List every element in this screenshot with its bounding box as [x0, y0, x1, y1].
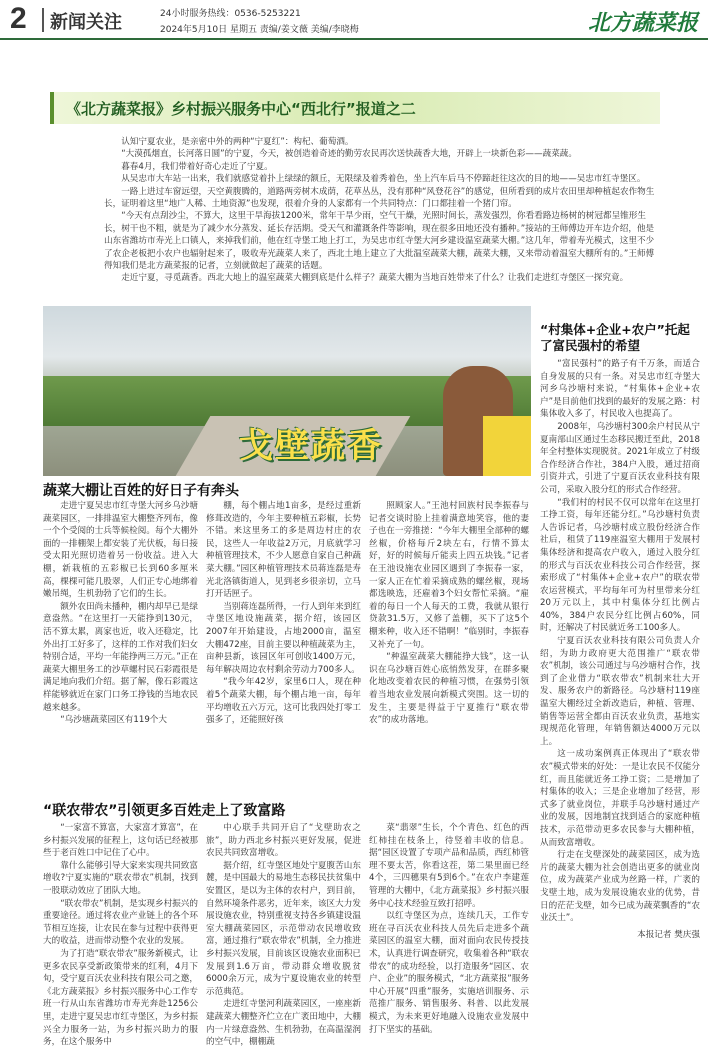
paragraph: 当别蒋连磊所得，一行人到年来到红寺堡区地设施蔬菜，据介绍，该园区2007年开始建设，占地2000亩，温室大棚472座，目前主要以种植蔬菜为主，亩种县新，该园区年可创收1400万元，每年解决周边农村剩余劳动力700多人。	[206, 601, 361, 675]
yellow-bag	[483, 416, 531, 476]
paragraph: 这一成功案例真正体现出了“联农带农”模式带来的好处：一是让农民不仅能分红，而且能就近务工挣工资；二是增加了村集体的收入；三是企业增加了经营，形式多了就业岗位，并联手乌沙塘村通过产业的发展，因地制宜找到适合的家庭种植技术，示范带动更多农民参与大棚种植，从而致富增收。	[540, 749, 700, 848]
paragraph: 走进红寺堡河利蔬菜园区，一座座新建蔬菜大棚整齐伫立在广袤田地中，大棚内一片绿意盎然、生机勃勃，在高温湿润的空气中，棚棚蔬	[206, 999, 361, 1048]
photo-title: 戈壁蔬香	[239, 426, 383, 466]
section2-col3	[369, 822, 529, 1058]
section1-col1	[43, 500, 198, 792]
paragraph: 据介绍，红寺堡区地处宁夏腹苦山东麓，是中国最大的易地生态移民扶贫集中安置区，是以为主体的农村户，到目前，自然环境条件恶劣，近年来，该区大力发展设施农业，特别重视支持各乡镇建设温室大棚蔬菜园区，示范带动农民增收致富，通过推行“联农带农”机制，全力推进乡村振兴发展，目前该区设施农业面积已发展到1.6万亩，带动群众增收脱贫6000余万元，成为宁夏设施农业的转型示范典范。	[206, 860, 361, 997]
paragraph: 2008年，乌沙塘村300余户村民从宁夏南部山区通过生态移民搬迁至此，2018年全村整体实现脱贫。2021年成立了村级合作经济合作社，384户入股，通过招商引资并式，引进了宁夏百沃农业科技有限公司，采取入股分红的形式合作经营。	[540, 421, 700, 495]
intro-paragraph: 暮春4月，我们带着好奇心走近了宁夏。	[121, 161, 273, 172]
page-header	[0, 0, 708, 40]
section2-col2	[206, 822, 361, 1058]
section2-heading: “联农带农”引领更多百姓走上了致富路	[43, 803, 286, 819]
paragraph: 宁夏百沃农业科技有限公司负责人介绍，为助力政府更大范围推广“联农带农”机制，该公司通过与乌沙塘村合作，找到了企业借力“联农带农”机制来壮大开发、服务农户的新路径。乌沙塘村119座温室大棚经过全新改造后，种植、管理、销售等运营全都由百沃农业负责，基地实现规范化管理，年销售额达4000万元以上。	[540, 636, 700, 747]
intro-paragraph: “今天有点刮沙尘，不算大，这里干旱海拔1200米，常年干旱少雨，空气干燥，光照时间长，蒸发强烈，你看看路边杨树的树冠都呈锥形生长，树干也不粗，就是为了减少水分蒸发、延长存活期。受天气和灌溉条件等影响，现在很多田地还没有播种。”接站的王师傅边开车边介绍，他是山东省潍坊市寿光上口镇人，来掉我们前，他在红寺堡工地上打工，为吴忠市红寺堡大河乡建设温室蔬菜大棚。”这几年，带着寿光模式，这里不少了农企老板把小农户也辐射起来了，吸收寿光蔬菜人来了，西北土地上建立了大批温室蔬菜大棚，蔬菜大棚，又来带动着温室大棚所有的。”王师傅得知我们是北方蔬菜报的记者，立刻就做起了蔬菜的话题。	[104, 211, 655, 272]
paragraph: 走进宁夏吴忠市红寺堡大河乡乌沙塘蔬菜园区，一排排温室大棚整齐列布，像一个个受阅的士兵等候检阅。每个大棚外面的一排棚架上都安装了光伏板，每日接受太阳光照切造着另一份收益。进入大棚，新栽植的五彩椒已长到60多厘米高，棵棵可能几股翠，人们正专心地绑着嫩吊绳，生机勃勃了它们的生长。	[43, 501, 198, 600]
paragraph: “我今年42岁，家里6口人，现在种着5个蔬菜大棚，每个棚占地一亩，每年平均增收五六万元，这可比我四处打零工强多了，还能照好孩	[206, 677, 361, 726]
paragraph: 棚，每个棚占地1亩多，是经过重新修葺改造的，今年主要种植五彩椒，长势不错。来这里务工的多是周边村庄的农民，这些人一年收益2万元，月底就学习种植管理技术，不少人愿意自家自己种蔬菜大棚。”园区种植管理技术员蒋连磊是寿光北洛镇街道人，见到老乡很亲切，立马打开话匣子。	[206, 501, 361, 600]
header-divider	[42, 8, 44, 32]
paragraph: “一家富不算富，大家富才算富”，在乡村振兴发展的征程上，这句话已经被那些于老百姓口中记住了心中。	[43, 823, 198, 859]
paragraph: “种温室蔬菜大棚能挣大钱”，这一认识在乌沙塘百姓心底悄然发芽，在群多聚化地改变着农民的种植习惯，在强势引领着当地农业发展向新模式突围。这一切的发生，主要是得益于宁夏推行“联农带农”的成功落地。	[369, 652, 529, 726]
hotline: 24小时服务热线：0536-5253221	[160, 9, 301, 19]
paragraph: “乌沙塘蔬菜园区有119个大	[60, 715, 167, 726]
paragraph: 菜“翡翠”生长，个个青色、红色的西红柿挂在枝条上，待竖着丰收的信息。据“园区设置了专项产品和品质，西红柿管理不要太苦，你看这茬，第二果里面已经4个，三四穗果有5到6个。”在农户李建莲管理的大棚中，《北方蔬菜报》乡村振兴服务中心技术经验互致打招呼。	[369, 823, 529, 909]
section3-heading: “村集体+企业+农户”托起了富民强村的希望	[540, 322, 690, 353]
section2-col1	[43, 822, 198, 1058]
paragraph: “联农带农”机制，是实现乡村振兴的重要途径。通过将农业产业链上的各个环节相互连接，让农民在参与过程中获得更大的收益，进而带动整个农业的发展。	[43, 898, 198, 947]
series-banner	[50, 92, 660, 124]
intro-paragraph: 一路上进过车窗远望，天空黄腹腾的，道路两旁树木成荫，花草丛丛，没有那种“风登花谷”的感觉，但所看到的成片农田里却种植起农作物生长，证明着这里“地广人稀、土地资源”也发现，很着介身的人家都有一个共同特点：门口都挂着一个猪门帘。	[104, 186, 655, 210]
paragraph: “我们村的村民不仅可以常年在这里打工挣工资，每年还能分红。”乌沙塘村负责人告诉记者，乌沙塘村成立股份经济合作社后，租赁了119座温室大棚用于发展村集体经济和提高农户收入，通过入股分红的形式与百沃农业科技公司合作经营，探索形成了“村集体+企业+农户”的联农带农运营模式，平均每年可为村里带来分红20万元以上，其中村集体分红比例占40%，384户农民分红比例占60%，同时，还解决了村民就近务工100多人。	[540, 497, 700, 634]
paragraph: 额外农田尚未播种，棚内却早已是绿意盎然。“在这里打一天能挣到130元，活不算太累，离家也近，收入还稳定，比外出打工好多了，这样的工作对我们妇女特别合适，平均一年能挣两三万元。”正在蔬菜大棚里务工的沙草螺村民石彩霞很是满足地向我们介绍。据了解，像石彩霞这样能够就近在家门口务工挣钱的当地农民越来越多。	[43, 601, 198, 713]
greenhouse-photo	[43, 306, 531, 476]
paragraph: 靠什么能够引导大家来实现共同致富增收?宁夏实施的“联农带农”机制，找到一股联动效应了团队大地。	[43, 860, 198, 896]
section3-col	[540, 358, 700, 1058]
paragraph: 为了打造“联农带农”服务新模式，让更多农民享受新政策带来的红利，4月下旬，受宁夏百沃农业科技有限公司之邀，《北方蔬菜报》乡村振兴服务中心工作专班一行从山东省潍坊市寿光奔赴1256公里，走进宁夏吴忠市红寺堡区，为乡村振兴全力服务一站，为乡村振兴助力的服务，在这个服务中	[43, 948, 198, 1048]
paragraph: “富民强村”的路子有千万条，而适合自身发展的只有一条。对吴忠市红寺堡大河乡乌沙塘村来说，“村集体+企业+农户”是目前他们找到的最好的发展之路：村集体收入多了，村民收入也提高了。	[540, 359, 700, 420]
byline: 本报记者 樊庆强	[637, 929, 700, 940]
date-line: 2024年5月10日 星期五 责编/姜文薇 美编/李晓梅	[160, 25, 359, 35]
intro-paragraph: 认知宁夏农业，是亲密中外的两种“宁夏红”：构杞、葡萄酒。	[121, 137, 354, 147]
banner-text: 《北方蔬菜报》乡村振兴服务中心“西北行”报道之二	[66, 100, 416, 118]
intro-paragraph: 走近宁夏，寻觅蔬香。西北大地上的温室蔬菜大棚到底是什么样子？蔬菜大棚为当地百姓带来了什么？让我们走进红寺堡区一探究竟。	[121, 273, 629, 284]
paragraph: 以红寺堡区为点，连续几天，工作专班在寻百沃农业科技人员先后走进多个蔬菜园区的温室大棚，面对面向农民传授技术，认真进行调查研究，收集着各种“联农带农”的成功经验，以打造服务“园区、农户、企业”的服务模式，“北方蔬菜报”服务中心开展“四重”服务，实施培训服务、示范推广服务、销售服务、科普、以此发展模式，为未来更好地融入设施农业发展中打下坚实的基础。	[369, 911, 529, 1035]
intro-paragraph: “大漠孤烟直，长河落日圆”的宁夏，今天，被创造着奇迹的勤劳农民再次送快蔬香大地，开辟上一块新色彩——蔬菜蔬。	[121, 149, 577, 160]
paragraph: 照顾家人。”王池村回族村民李振春与记者交谈时脸上挂着满意地笑容，他的妻子也在一旁推搓：“今年大棚里全部种的螺丝椒，价格每斤2块左右，行情不算太好，好的时候每斤能卖上四五块钱。”记者在王池设施农业园区遇到了李振春一家，一家人正在忙着采摘成熟的螺丝椒，现场都选映选，还雇着3个妇女帮忙采摘。“雇着的每日一个人每天的工费，我就从银行贷款31.5万，又修了盖棚，买下了这5个棚来种，收入还不错啊！”临别时，李振春又补充了一句。	[369, 501, 529, 650]
section1-col2	[206, 500, 361, 792]
paragraph: 行走在戈壁深处的蔬菜园区，成为选片的蔬菜大棚为社会创造出更多的就业岗位，成为蔬菜产业成为丝路一样，广袤的戈壁土地，成为发展设施农业的优势，昔日的茫茫戈壁，如今已成为蔬菜飘香的“农业沃土”。	[540, 850, 700, 924]
section1-col3	[369, 500, 529, 792]
section-title: 新闻关注	[50, 12, 122, 33]
newspaper-logo: 北方蔬菜报	[587, 10, 698, 36]
intro-text	[104, 136, 660, 285]
intro-paragraph: 从吴忠市大车站一出来，我们就感觉着扑上绿绿的额丘，无限绿及着秀着色，坐上汽车后马不停蹄赶往这次的目的地——吴忠市红寺堡区。	[121, 174, 646, 185]
paragraph: 中心联手共同开启了“戈壁助农之旅”，助力西北乡村振兴更好发展，促进农民共同致富增收。	[206, 823, 361, 859]
page-number: 2	[10, 2, 27, 35]
section1-heading: 蔬菜大棚让百姓的好日子有奔头	[43, 483, 239, 499]
